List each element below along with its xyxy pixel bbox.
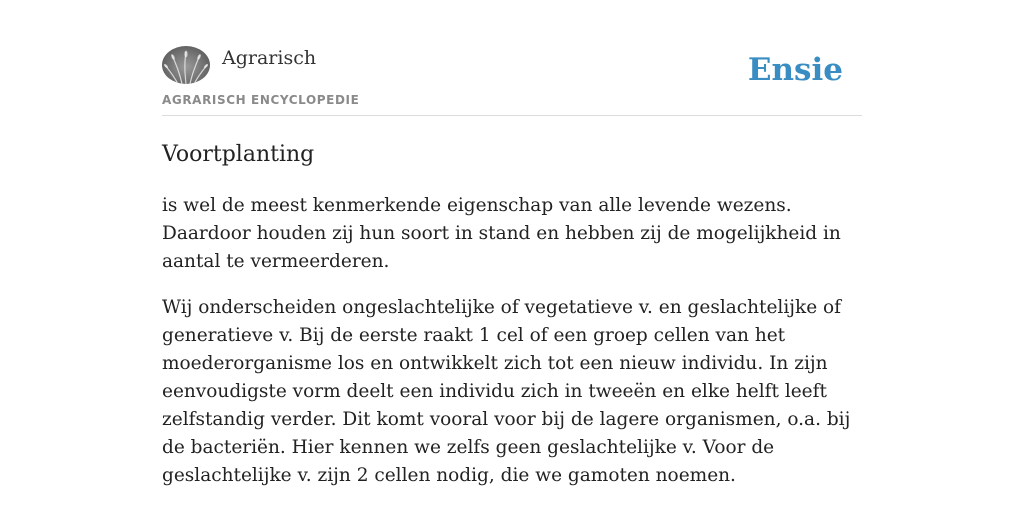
- site-header: [162, 0, 862, 116]
- ensie-logo[interactable]: Ensie: [747, 52, 843, 88]
- article-title: Voortplanting: [162, 142, 315, 167]
- brand-title[interactable]: Agrarisch: [222, 47, 317, 69]
- brand-subtitle[interactable]: AGRARISCH ENCYCLOPEDIE: [162, 93, 360, 107]
- article-body: [162, 192, 862, 508]
- article-paragraph: is wel de meest kenmerkende eigenschap van alle levende wezens. Daardoor houden zij hun soort in stand en hebben zij de mogelijkheid in aantal te vermeerderen.: [162, 195, 841, 272]
- wheat-image-icon[interactable]: [162, 46, 210, 84]
- page: [162, 0, 862, 512]
- article-paragraph: Wij onderscheiden ongeslachtelijke of vegetatieve v. en geslachtelijke of generatieve v. Bij de eerste raakt 1 cel of een groep cellen van het moederorganisme los en ontwikkelt zich tot een nieuw individu. In zijn eenvoudigste vorm deelt een individu zich in tweeën en elke helft leeft zelfstandig verder. Dit komt vooral voor bij de lagere organismen, o.a. bij de bacteriën. Hier kennen we zelfs geen geslachtelijke v. Voor de geslachtelijke v. zijn 2 cellen nodig, die we gamoten noemen.: [162, 297, 851, 486]
